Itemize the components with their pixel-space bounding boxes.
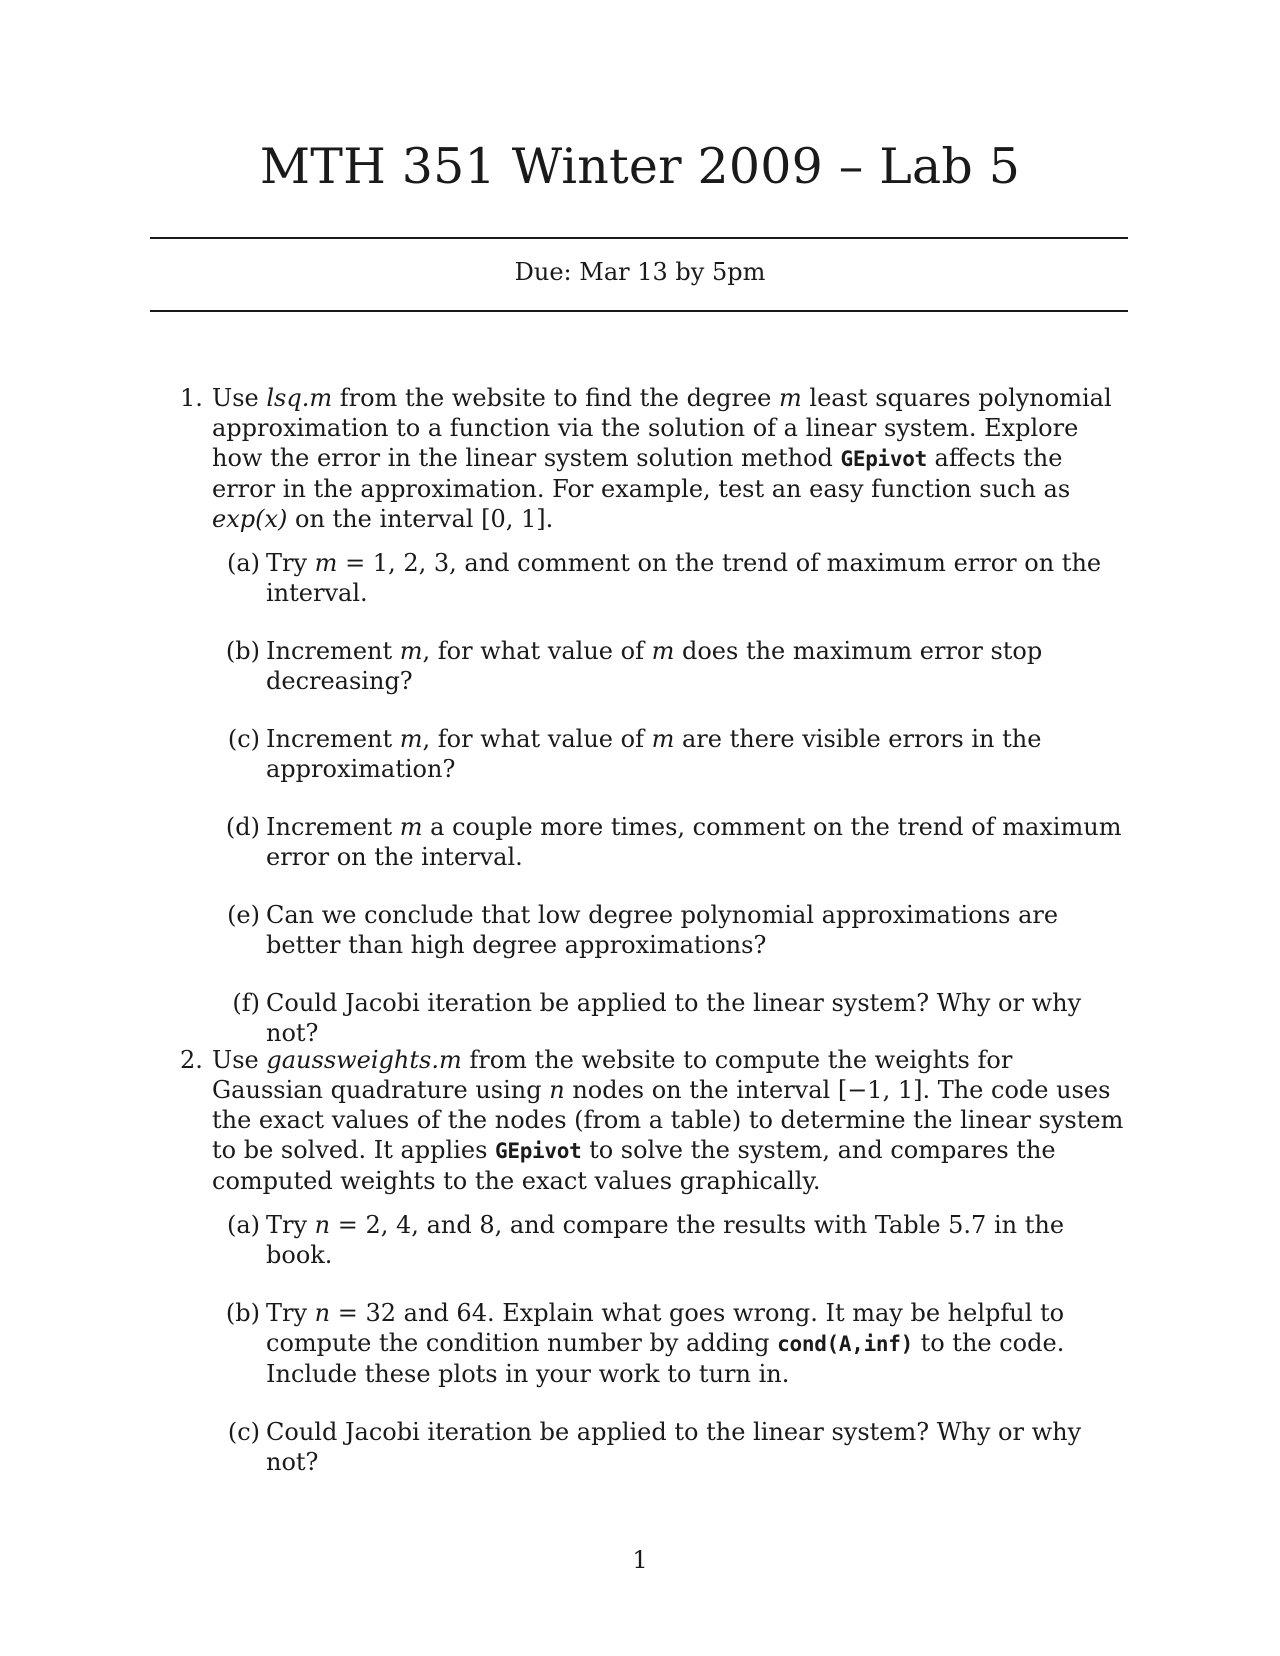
problem-2: [180, 1045, 1130, 1505]
subpart-label: (f): [232, 989, 260, 1017]
subpart-b: (b) Try n = 32 and 64. Explain what goes wrong. It may be helpful to compute the condition number by adding cond(A,inf) to the code. Include these plots in your work to turn in.: [180, 1298, 1130, 1389]
page-number: 1: [632, 1546, 648, 1574]
subpart-label: (c): [227, 1418, 260, 1446]
code-snippet: GEpivot: [495, 1139, 582, 1163]
filename: lsq.m: [266, 384, 333, 412]
problem-number: 2.: [180, 1046, 203, 1074]
subpart-label: (a): [226, 549, 260, 577]
subpart-a: (a) Try m = 1, 2, 3, and comment on the trend of maximum error on the interval.: [180, 548, 1130, 608]
problem-number: 1.: [180, 384, 203, 412]
subpart-list: [180, 548, 1130, 1048]
subpart-label: (e): [227, 901, 260, 929]
subpart-list: [180, 1210, 1130, 1477]
due-date: Due: Mar 13 by 5pm: [514, 258, 766, 286]
filename: gaussweights.m: [266, 1046, 462, 1074]
problem-statement: Use gaussweights.m from the website to compute the weights for Gaussian quadrature using n nodes on the interval [−1, 1]. The code uses the exact values of the nodes (from a table) to determine the linear system to be solved. It applies GEpivot to solve the system, and compares the computed weights to the exact values graphically.: [212, 1046, 1124, 1195]
problem-1: [180, 383, 1130, 1076]
math-function: exp(x): [212, 505, 288, 533]
code-snippet: GEpivot: [840, 447, 927, 471]
subpart-c: (c) Increment m, for what value of m are there visible errors in the approximation?: [180, 724, 1130, 784]
subpart-f: (f) Could Jacobi iteration be applied to the linear system? Why or why not?: [180, 988, 1130, 1048]
bottom-rule: [150, 310, 1128, 312]
code-snippet: cond(A,inf): [777, 1332, 913, 1356]
subpart-e: (e) Can we conclude that low degree polynomial approximations are better than high degree approximations?: [180, 900, 1130, 960]
top-rule: [150, 237, 1128, 239]
subpart-d: (d) Increment m a couple more times, comment on the trend of maximum error on the interval.: [180, 812, 1130, 872]
math-var: n: [549, 1076, 565, 1104]
subpart-c: (c) Could Jacobi iteration be applied to the linear system? Why or why not?: [180, 1417, 1130, 1477]
problem-statement: Use lsq.m from the website to find the degree m least squares polynomial approximation to a function via the solution of a linear system. Explore how the error in the linear system solution method GEpivot affects the error in the approximation. For example, test an easy function such as exp(x) on the interval [0, 1].: [212, 384, 1112, 533]
subpart-a: (a) Try n = 2, 4, and 8, and compare the results with Table 5.7 in the book.: [180, 1210, 1130, 1270]
subpart-label: (a): [226, 1211, 260, 1239]
page-title: MTH 351 Winter 2009 – Lab 5: [259, 138, 1021, 195]
subpart-label: (b): [225, 637, 260, 665]
math-var: m: [779, 384, 802, 412]
subpart-b: (b) Increment m, for what value of m does the maximum error stop decreasing?: [180, 636, 1130, 696]
subpart-label: (c): [227, 725, 260, 753]
subpart-label: (b): [225, 1299, 260, 1327]
subpart-label: (d): [225, 813, 260, 841]
